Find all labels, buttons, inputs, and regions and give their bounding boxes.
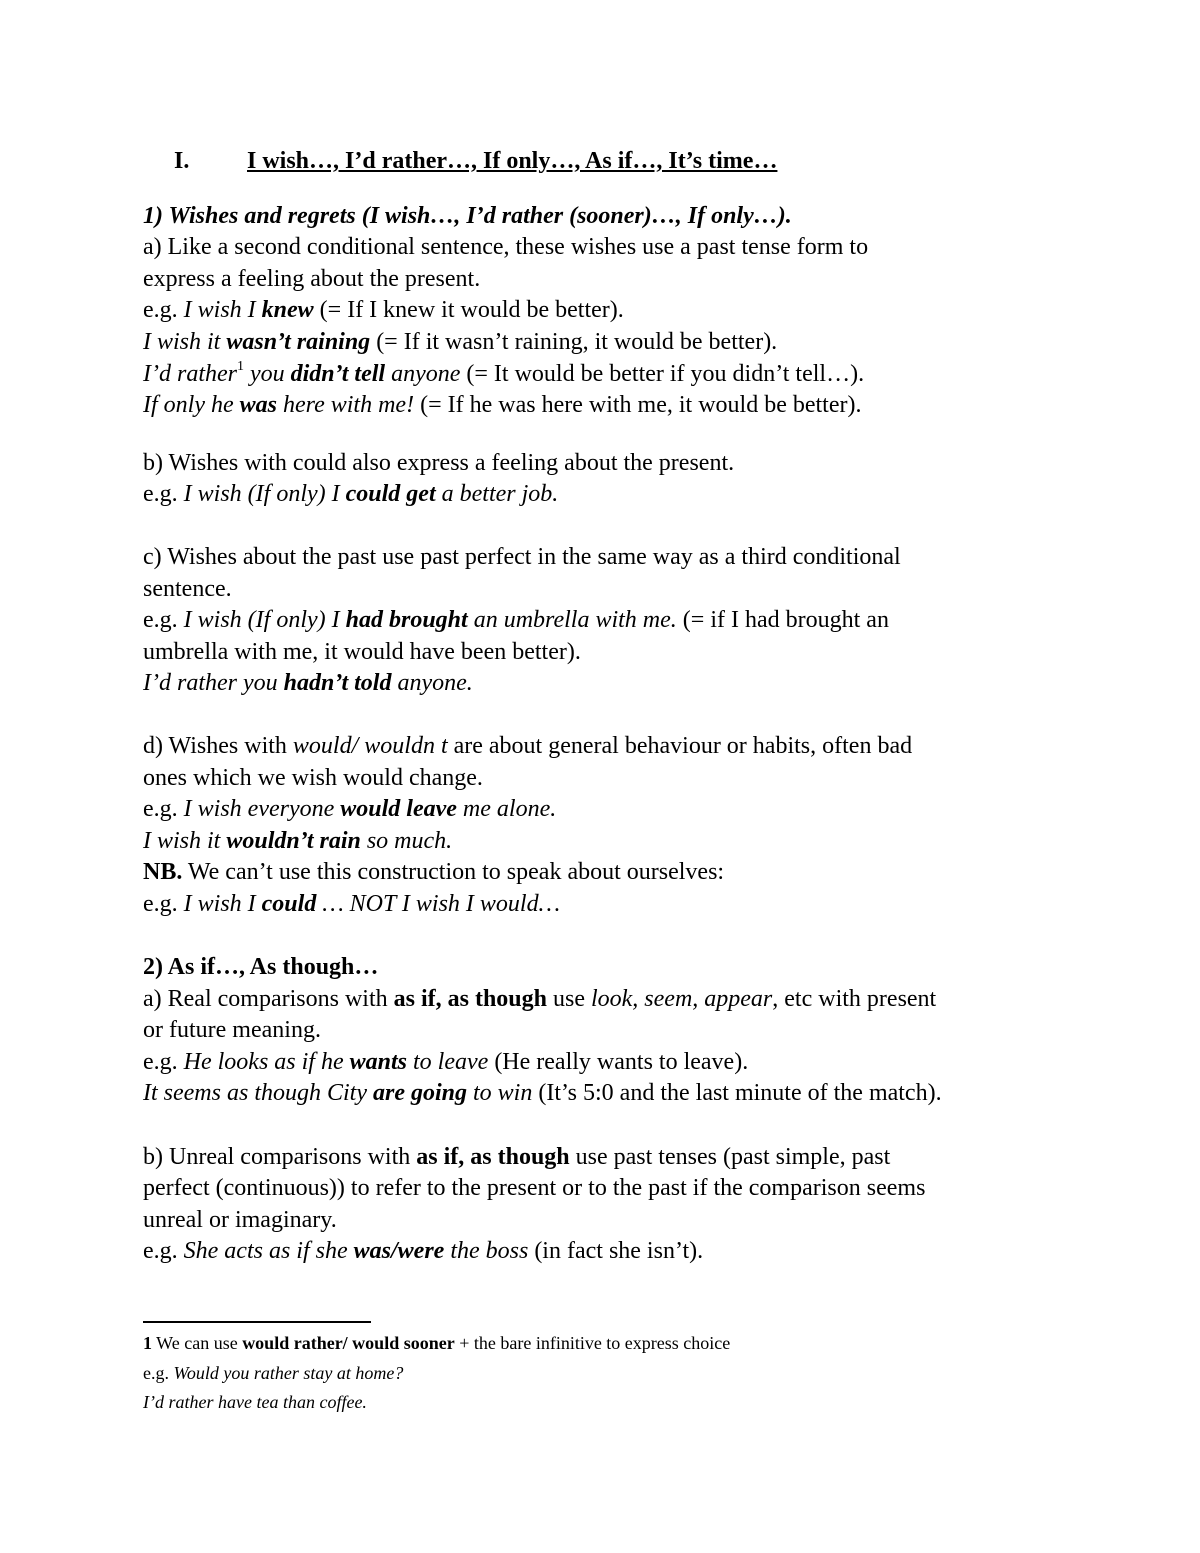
footnote-text: We can use <box>152 1333 243 1353</box>
footnote-number: 1 <box>143 1333 152 1353</box>
example-text: you <box>243 361 291 387</box>
eg-label: e.g. <box>143 1049 178 1075</box>
footnote-marker: 1 <box>236 359 244 374</box>
paragraph-line <box>143 731 912 761</box>
example-line <box>143 1078 942 1108</box>
paragraph-italic: look, seem, appear <box>590 986 773 1012</box>
example-gloss: (It’s 5:0 and the last minute of the match). <box>532 1080 942 1106</box>
paragraph-text: , etc with present <box>772 986 937 1012</box>
example-gloss: (= If I knew it would be better). <box>313 297 624 323</box>
example-text: a better job. <box>435 481 559 507</box>
eg-label: e.g. <box>143 297 178 323</box>
example-line <box>143 826 452 856</box>
example-text: I wish (If only) I <box>183 481 346 507</box>
eg-label: e.g. <box>143 1238 178 1264</box>
example-gloss: (= If he was here with me, it would be better). <box>414 392 862 418</box>
example-text: … NOT I wish I would… <box>316 891 560 917</box>
example-emphasis: could get <box>345 481 436 507</box>
paragraph-line: unreal or imaginary. <box>143 1207 337 1233</box>
example-text: to win <box>467 1080 533 1106</box>
note-line <box>143 857 724 887</box>
example-line <box>143 479 558 509</box>
eg-label: e.g. <box>143 481 178 507</box>
paragraph-text: a) Real comparisons with <box>143 986 394 1012</box>
page-title: I wish…, I’d rather…, If only…, As if…, It’s time… <box>247 148 778 174</box>
example-text: I wish (If only) I <box>183 607 346 633</box>
example-text: I wish I <box>183 891 262 917</box>
paragraph-line: b) Wishes with could also express a feeling about the present. <box>143 450 735 476</box>
example-emphasis: didn’t tell <box>290 361 386 387</box>
example-text: me alone. <box>456 796 557 822</box>
example-gloss: (= if I had brought an <box>676 607 889 633</box>
paragraph-line: perfect (continuous)) to refer to the present or to the past if the comparison seems <box>143 1175 926 1201</box>
paragraph-line: express a feeling about the present. <box>143 266 481 292</box>
footnote-example: Would you rather stay at home? <box>173 1363 404 1383</box>
paragraph-line: c) Wishes about the past use past perfect in the same way as a third conditional <box>143 544 901 570</box>
example-gloss: (= It would be better if you didn’t tell…). <box>460 361 865 387</box>
paragraph-text: d) Wishes with <box>143 733 293 759</box>
example-emphasis: had brought <box>345 607 468 633</box>
nb-label: NB. <box>143 859 183 885</box>
footnote-bold: would rather/ would sooner <box>242 1333 455 1353</box>
example-gloss: (= If it wasn’t raining, it would be better). <box>370 329 778 355</box>
example-line <box>143 295 624 325</box>
example-emphasis: could <box>261 891 317 917</box>
section-number: I. <box>174 148 190 174</box>
example-emphasis: knew <box>261 297 314 323</box>
paragraph-line: ones which we wish would change. <box>143 765 483 791</box>
footnote-line <box>143 1361 403 1385</box>
paragraph-text: b) Unreal comparisons with <box>143 1144 417 1170</box>
example-line <box>143 390 861 420</box>
paragraph-line: a) Like a second conditional sentence, these wishes use a past tense form to <box>143 234 869 260</box>
example-emphasis: wasn’t raining <box>226 329 371 355</box>
example-emphasis: are going <box>372 1080 467 1106</box>
example-text: the boss <box>444 1238 529 1264</box>
eg-label: e.g. <box>143 796 178 822</box>
example-line <box>143 327 777 357</box>
example-line <box>143 359 864 389</box>
example-line <box>143 794 556 824</box>
note-text: We can’t use this construction to speak about ourselves: <box>182 859 725 885</box>
example-emphasis: hadn’t told <box>283 670 392 696</box>
example-gloss: (in fact she isn’t). <box>528 1238 704 1264</box>
paragraph-text: are about general behaviour or habits, often bad <box>447 733 913 759</box>
example-text: I wish it <box>143 329 227 355</box>
example-text: I wish it <box>143 828 227 854</box>
paragraph-italic: would/ wouldn t <box>292 733 448 759</box>
example-text: I’d rather <box>143 361 237 387</box>
eg-label: e.g. <box>143 607 178 633</box>
example-emphasis: wants <box>349 1049 408 1075</box>
example-text: It seems as though City <box>143 1080 373 1106</box>
section-2-heading: 2) As if…, As though… <box>143 954 379 980</box>
example-line <box>143 668 473 698</box>
paragraph-text: use <box>546 986 591 1012</box>
example-text: anyone <box>385 361 461 387</box>
example-text: so much. <box>360 828 453 854</box>
example-text: anyone. <box>391 670 473 696</box>
example-text: an umbrella with me. <box>467 607 677 633</box>
example-text: He looks as if he <box>183 1049 350 1075</box>
footnote-line <box>143 1331 730 1355</box>
section-1-heading: 1) Wishes and regrets (I wish…, I’d rather (sooner)…, If only…). <box>143 203 792 229</box>
footnote-line: I’d rather have tea than coffee. <box>143 1392 367 1412</box>
paragraph-bold: as if, as though <box>416 1144 570 1170</box>
paragraph-line <box>143 1142 890 1172</box>
example-emphasis: wouldn’t rain <box>226 828 361 854</box>
example-text: She acts as if she <box>183 1238 354 1264</box>
paragraph-bold: as if, as though <box>393 986 547 1012</box>
paragraph-text: use past tenses (past simple, past <box>569 1144 891 1170</box>
example-text: If only he <box>143 392 240 418</box>
eg-label: e.g. <box>143 891 178 917</box>
example-line <box>143 605 889 635</box>
paragraph-line <box>143 984 936 1014</box>
example-line <box>143 1236 703 1266</box>
example-text: I wish everyone <box>183 796 341 822</box>
paragraph-line: sentence. <box>143 576 232 602</box>
paragraph-line: umbrella with me, it would have been better). <box>143 639 581 665</box>
example-line <box>143 889 560 919</box>
example-text: to leave <box>407 1049 489 1075</box>
example-text: I’d rather you <box>143 670 284 696</box>
footnote-separator <box>143 1321 371 1323</box>
example-emphasis: was/were <box>353 1238 445 1264</box>
example-line <box>143 1047 748 1077</box>
eg-label: e.g. <box>143 1363 174 1383</box>
example-emphasis: would leave <box>340 796 457 822</box>
example-text: here with me! <box>277 392 415 418</box>
footnote-text: + the bare infinitive to express choice <box>454 1333 731 1353</box>
paragraph-line: or future meaning. <box>143 1017 321 1043</box>
example-emphasis: was <box>239 392 277 418</box>
example-text: I wish I <box>183 297 262 323</box>
example-gloss: (He really wants to leave). <box>488 1049 749 1075</box>
